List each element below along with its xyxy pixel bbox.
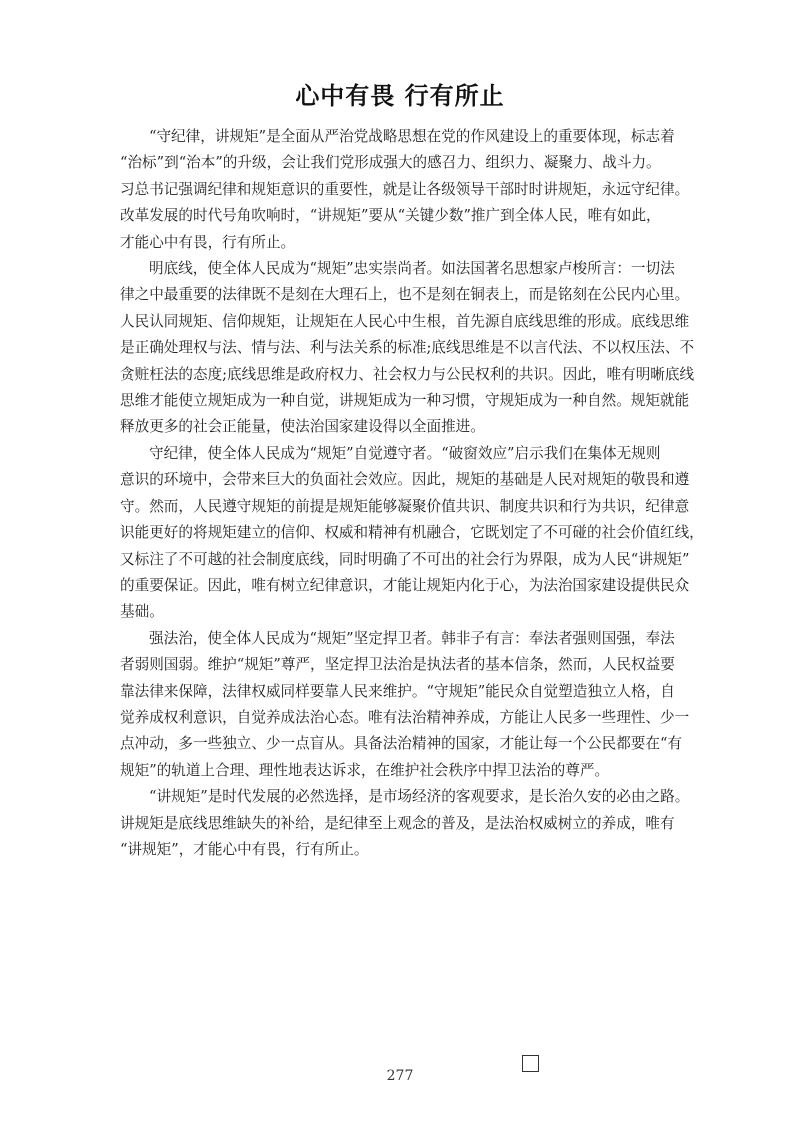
paragraph-line: 意识的环境中，会带来巨大的负面社会效应。因此，规矩的基础是人民对规矩的敬畏和遵 bbox=[120, 471, 690, 489]
paragraph-line: 又标注了不可越的社会制度底线，同时明确了不可出的社会行为界限，成为人民“讲规矩” bbox=[120, 550, 690, 568]
paragraph-line: 思维才能使立规矩成为一种自觉，讲规矩成为一种习惯，守规矩成为一种自然。规矩就能 bbox=[120, 392, 690, 410]
paragraph-line: “守纪律，讲规矩”是全面从严治党战略思想在党的作风建设上的重要体现，标志着 bbox=[149, 128, 675, 145]
paragraph-line: 的重要保证。因此，唯有树立纪律意识，才能让规矩内化于心，为法治国家建设提供民众 bbox=[120, 576, 690, 594]
paragraph-line: 规矩”的轨道上合理、理性地表达诉求，在维护社会秩序中捍卫法治的尊严。 bbox=[120, 761, 610, 779]
paragraph-line: 基础。 bbox=[120, 603, 164, 621]
paragraph-line: 靠法律来保障，法律权威同样要靠人民来维护。“守规矩”能民众自觉塑造独立人格，自 bbox=[120, 682, 675, 700]
paragraph-line: 讲规矩是底线思维缺失的补给，是纪律至上观念的普及，是法治权威树立的养成，唯有 bbox=[120, 814, 675, 832]
paragraph-line: 释放更多的社会正能量，使法治国家建设得以全面推进。 bbox=[120, 418, 485, 436]
paragraph-line: “讲规矩”，才能心中有畏，行有所止。 bbox=[120, 840, 369, 858]
paragraph-line: 守。然而，人民遵守规矩的前提是规矩能够凝聚价值共识、制度共识和行为共识，纪律意 bbox=[120, 497, 690, 515]
paragraph-line: 点冲动，多一些独立、少一点盲从。具备法治精神的国家，才能让每一个公民都要在“有 bbox=[120, 735, 683, 753]
paragraph-line: “治标”到“治本”的升级，会让我们党形成强大的感召力、组织力、凝聚力、战斗力。 bbox=[120, 154, 661, 172]
paragraph-2 bbox=[120, 256, 695, 441]
paragraph-line: 识能更好的将规矩建立的信仰、权威和精神有机融合，它既划定了不可碰的社会价值红线， bbox=[120, 524, 704, 542]
paragraph-line: 守纪律，使全体人民成为“规矩”自觉遵守者。“破窗效应”启示我们在集体无规则 bbox=[149, 444, 661, 462]
paragraph-line: 律之中最重要的法律既不是刻在大理石上，也不是刻在铜表上，而是铭刻在公民内心里。 bbox=[120, 286, 690, 304]
paragraph-1 bbox=[120, 124, 690, 256]
paragraph-line: 明底线，使全体人民成为“规矩”忠实崇尚者。如法国著名思想家卢梭所言：一切法 bbox=[149, 260, 675, 278]
article-body bbox=[120, 124, 704, 863]
page-number: 277 bbox=[386, 1068, 414, 1084]
paragraph-line: 是正确处理权与法、情与法、利与法关系的标准;底线思维是不以言代法、不以权压法、不 bbox=[120, 339, 695, 357]
paragraph-line: 者弱则国弱。维护“规矩”尊严，坚定捍卫法治是执法者的基本信条，然而，人民权益要 bbox=[120, 656, 675, 674]
paragraph-line: 贪赃枉法的态度;底线思维是政府权力、社会权力与公民权利的共识。因此，唯有明晰底线 bbox=[120, 365, 695, 383]
paragraph-line: 觉养成权利意识，自觉养成法治心态。唯有法治精神养成，方能让人民多一些理性、少一 bbox=[120, 708, 690, 726]
paragraph-4 bbox=[120, 626, 690, 784]
paragraph-line: 才能心中有畏，行有所止。 bbox=[120, 233, 296, 251]
page-title: 心中有畏 行有所止 bbox=[295, 82, 505, 110]
paragraph-line: 习总书记强调纪律和规矩意识的重要性，就是让各级领导干部时时讲规矩，永远守纪律。 bbox=[120, 180, 690, 198]
paragraph-5 bbox=[120, 784, 690, 863]
paragraph-line: 改革发展的时代号角吹响时，“讲规矩”要从“关键少数”推广到全体人民，唯有如此， bbox=[120, 207, 661, 225]
paragraph-line: “讲规矩”是时代发展的必然选择，是市场经济的客观要求，是长治久安的必由之路。 bbox=[149, 788, 690, 806]
paragraph-3 bbox=[120, 441, 704, 626]
paragraph-line: 人民认同规矩、信仰规矩，让规矩在人民心中生根，首先源自底线思维的形成。底线思维 bbox=[120, 312, 690, 330]
paragraph-line: 强法治，使全体人民成为“规矩”坚定捍卫者。韩非子有言：奉法者强则国强，奉法 bbox=[149, 629, 675, 647]
